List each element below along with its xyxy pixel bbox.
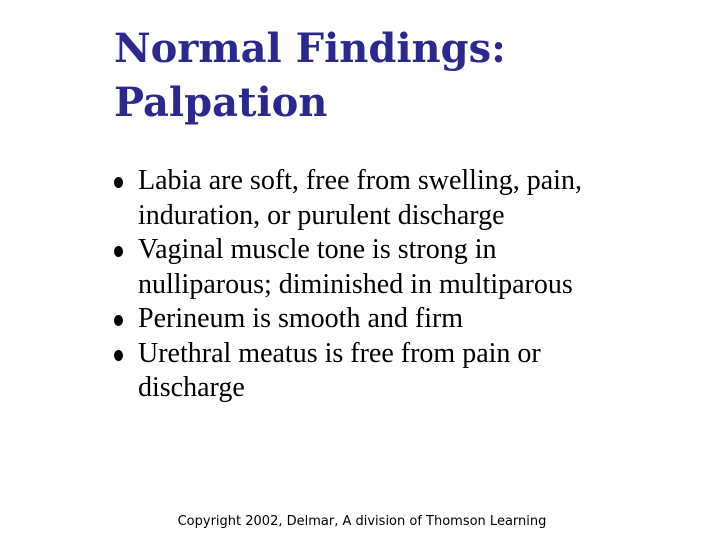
bullet-dot-icon <box>114 350 123 361</box>
bullet-text: Vaginal muscle tone is strong in nulliparous; diminished in multiparous <box>138 234 573 300</box>
bullet-item <box>112 164 632 233</box>
bullet-dot-icon <box>114 246 123 257</box>
bullet-text: Labia are soft, free from swelling, pain, induration, or purulent discharge <box>138 165 582 231</box>
bullet-list <box>112 164 632 406</box>
bullet-text: Perineum is smooth and firm <box>138 303 464 334</box>
bullet-item <box>112 233 632 302</box>
footer-copyright: Copyright 2002, Delmar, A division of Thomson Learning <box>177 514 547 529</box>
bullet-text: Urethral meatus is free from pain or discharge <box>138 337 541 403</box>
bullet-dot-icon <box>114 177 123 188</box>
bullet-item <box>112 302 632 337</box>
bullet-item <box>112 337 632 406</box>
bullet-dot-icon <box>114 315 123 326</box>
slide-title: Normal Findings: Palpation <box>114 25 506 126</box>
